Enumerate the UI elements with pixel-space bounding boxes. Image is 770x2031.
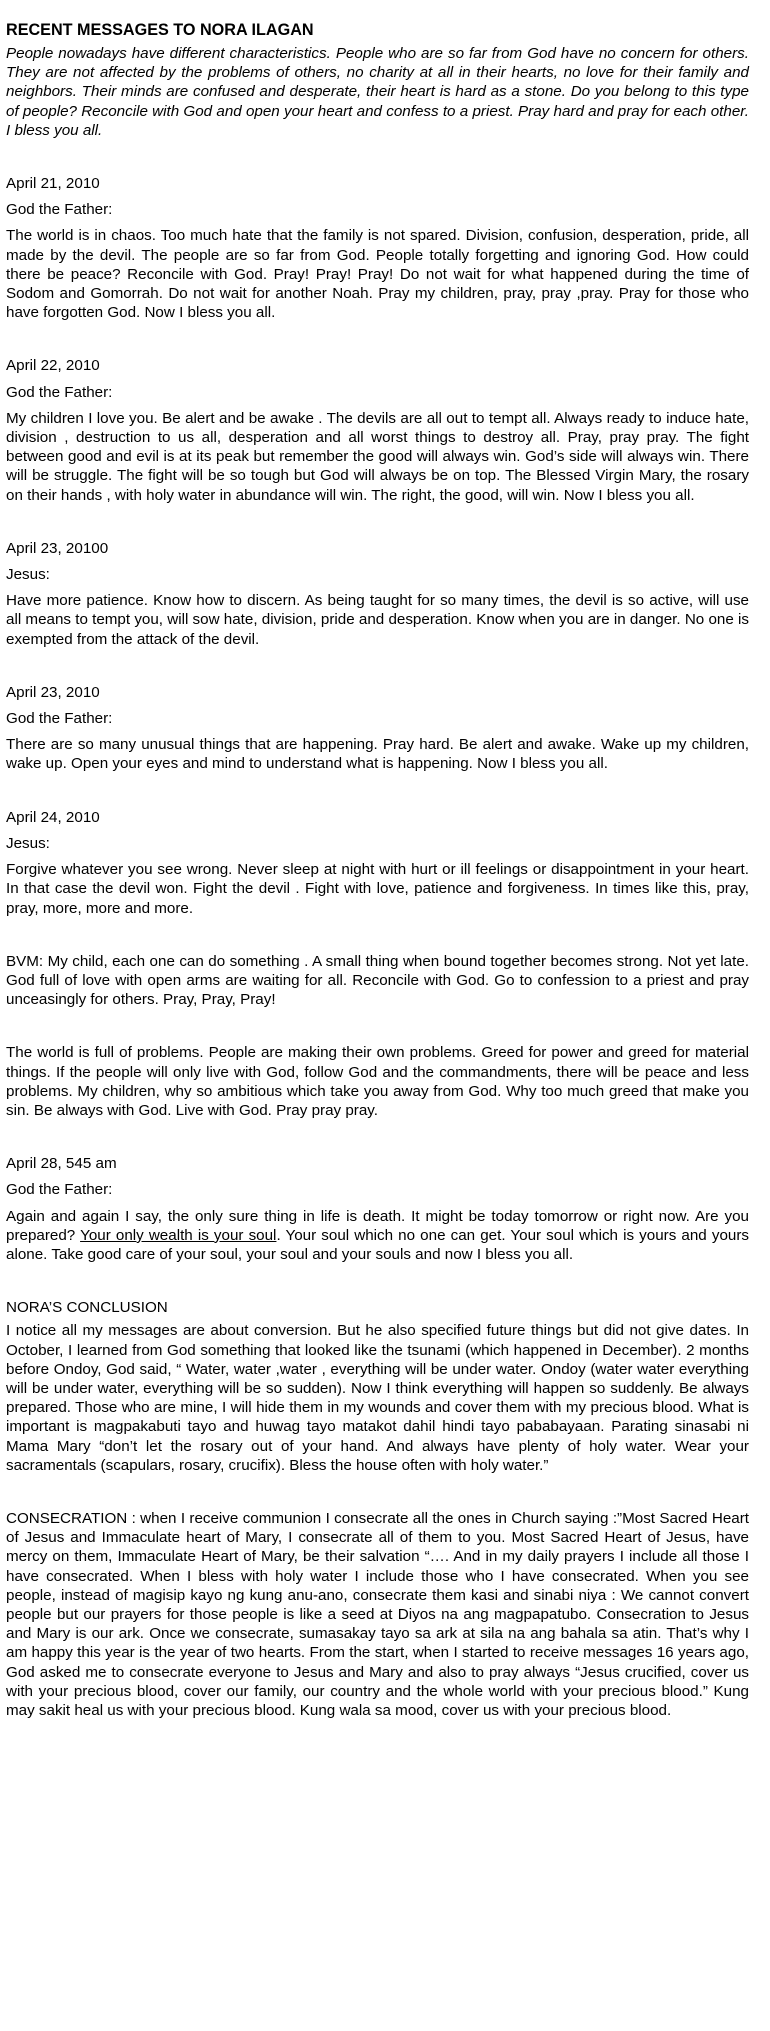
bvm-message-text: BVM: My child, each one can do something . A small thing when bound together becomes strong. Not yet late. God full of love with open arms are waiting for all. Reconcile with God. Go to confession to a priest and pray unceasingly for others. Pray, Pray, Pray! [6, 952, 749, 1009]
message-entry [6, 808, 749, 918]
world-problems-text: The world is full of problems. People are making their own problems. Greed for power and greed for material things. If the people will only live with God, follow God and the commandments, there will be peace and less problems. My children, why so ambitious which take you away from God. Why too much greed that make you sin. Be always with God. Live with God. Pray pray pray. [6, 1044, 749, 1119]
message-speaker: God the Father: [6, 1181, 113, 1199]
document-title: RECENT MESSAGES TO NORA ILAGAN [6, 21, 314, 39]
intro-paragraph: People nowadays have different characteristics. People who are so far from God have no concern for others. They are not affected by the problems of others, no charity at all in their hearts, no love for their family and neighbors. Their minds are confused and desperate, their heart is hard as a stone. Do you belong to this type of people? Reconcile with God and open your heart and confess to a priest. Pray hard and pray for each other. I bless you all. [6, 45, 749, 139]
message-text [6, 1207, 749, 1265]
message-text: My children I love you. Be alert and be awake . The devils are all out to tempt all. Always ready to induce hate, division , destruction to us all, desperation and all worst things to destroy all. Pray, pray pray. The fight between good and evil is at its peak but remember the good will always win. God’s side will always win. There will be struggle. The fight will be so tough but God will always be on top. The Blessed Virgin Mary, the rosary on their hands , with holy water in abundance will win. The right, the good, will win. Now I bless you all. [6, 409, 749, 504]
message-date: April 24, 2010 [6, 808, 100, 826]
message-text-end: . Your soul which no one can get. Your soul which is yours and yours alone. Take good care of your soul, your soul and your souls and now I bless you all. [6, 1226, 749, 1263]
message-entry [6, 539, 749, 649]
conclusion-text: I notice all my messages are about conversion. But he also specified future things but did not give dates. In October, I learned from God something that looked like the tsunami (which happened in December). 2 months before Ondoy, God said, “ Water, water ,water , everything will be under water. Ondoy (water water everything will be under water, everything will be so sudden). Now I think everything will happen so suddenly. Be always prepared. Those who are mine, I will hide them in my wounds and cover them with my precious blood. What is important is magpakabuti tayo and huwag tayo matakot dahil hindi tayo pababayaan. Parating sinasabi ni Mama Mary “don’t let the rosary out of your hand. And always have plenty of holy water. Wear your sacramentals (scapulars, rosary, crucifix). Bless the house often with holy water.” [6, 1322, 749, 1474]
message-date: April 21, 2010 [6, 175, 100, 193]
message-entry [6, 683, 749, 774]
message-text-start: Again and again I say, the only sure thing in life is death. It might be today tomorrow or right now. Are you prepared? [6, 1207, 749, 1244]
message-entry [6, 174, 749, 322]
message-text: Have more patience. Know how to discern. As being taught for so many times, the devil is so active, will use all means to tempt you, will sow hate, division, pride and desperation. Know when you are in danger. No one is exempted from the attack of the devil. [6, 592, 749, 648]
message-text: Forgive whatever you see wrong. Never sleep at night with hurt or ill feelings or disappointment in your heart. In that case the devil won. Fight the devil . Fight with love, patience and forgiveness. In times like this, pray, pray, more, more and more. [6, 861, 749, 917]
underlined-phrase: Your only wealth is your soul [80, 1226, 277, 1244]
message-date: April 23, 20100 [6, 539, 109, 557]
message-date: April 22, 2010 [6, 357, 100, 375]
message-date: April 28, 545 am [6, 1155, 117, 1173]
message-entry [6, 356, 749, 504]
message-speaker: God the Father: [6, 710, 113, 728]
message-speaker: God the Father: [6, 201, 113, 219]
message-speaker: God the Father: [6, 383, 113, 401]
message-text: There are so many unusual things that are happening. Pray hard. Be alert and awake. Wake up my children, wake up. Open your eyes and mind to understand what is happening. Now I bless you all. [6, 736, 749, 773]
message-text: The world is in chaos. Too much hate that the family is not spared. Division, confusion, desperation, pride, all made by the devil. The people are so far from God. People totally forgetting and ignoring God. How could there be peace? Reconcile with God. Pray! Pray! Pray! Do not wait for what happened during the time of Sodom and Gomorrah. Do not wait for another Noah. Pray my children, pray, pray ,pray. Pray for those who have forgotten God. Now I bless you all. [6, 227, 749, 322]
consecration-text: CONSECRATION : when I receive communion I consecrate all the ones in Church saying :”Most Sacred Heart of Jesus and Immaculate heart of Mary, I consecrate all of them to you. Most Sacred Heart of Jesus, have mercy on them, Immaculate Heart of Mary, be their salvation “…. And in my daily prayers I include all those I have consecrated. When I bless with holy water I include those who I have consecrated. When you see people, instead of magisip kayo ng kung anu-ano, consecrate them kasi and sinabi niya : We cannot convert people but our prayers for those people is like a seed at Diyos na ang magpapatubo. Consecration to Jesus and Mary is our ark. Once we consecrate, sumasakay tayo sa ark at sila na ang bahala sa atin. That’s why I am happy this year is the year of two hearts. From the start, when I started to receive messages 16 years ago, God asked me to consecrate everyone to Jesus and Mary and also to pray always “Jesus crucified, cover us with your precious blood, cover our family, our country and the whole world with your precious blood.” Kung may sakit heal us with your precious blood. Kung wala sa mood, cover us with your precious blood. [6, 1509, 749, 1719]
message-speaker: Jesus: [6, 834, 50, 852]
message-date: April 23, 2010 [6, 683, 100, 701]
message-entry [6, 1154, 749, 1264]
message-speaker: Jesus: [6, 566, 50, 584]
conclusion-heading: NORA’S CONCLUSION [6, 1299, 168, 1317]
